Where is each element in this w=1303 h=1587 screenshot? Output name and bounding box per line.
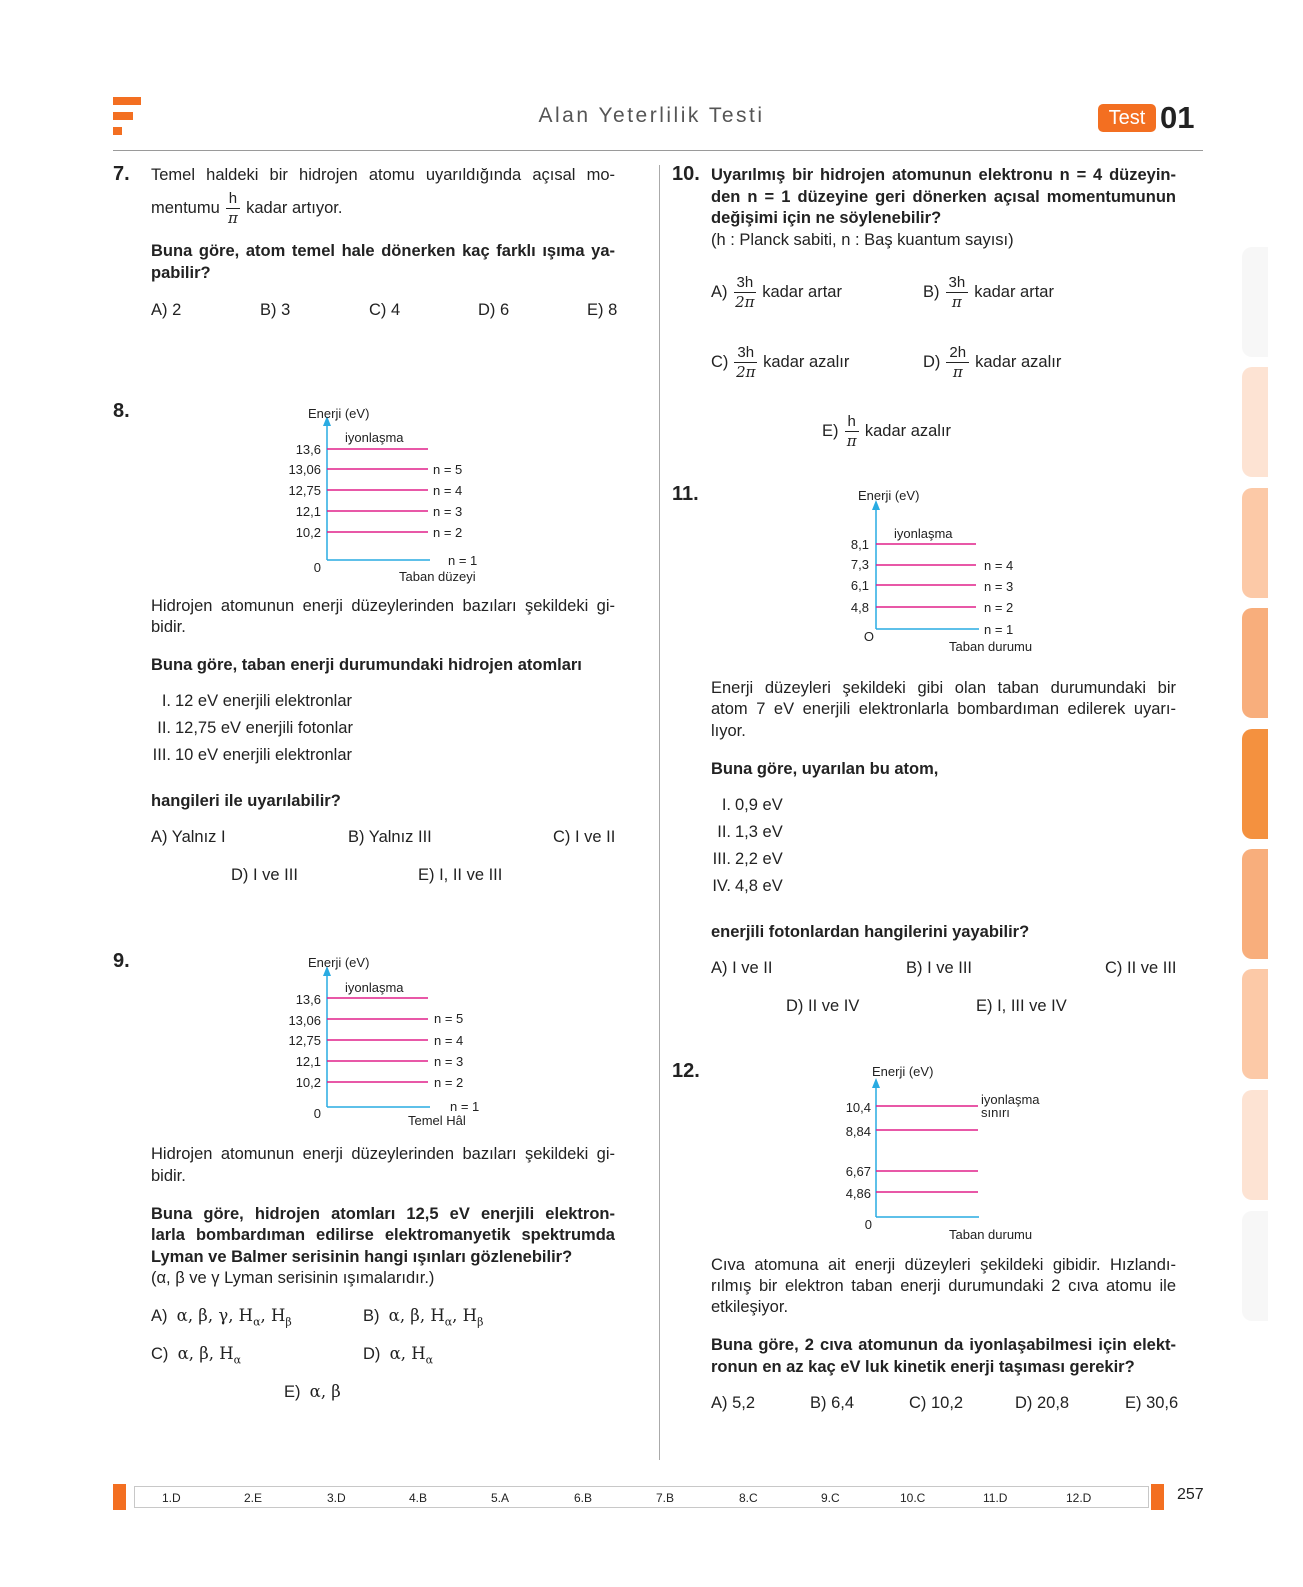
q11-paragraph-2: atom 7 eV enerjili elektronlarla bombardıman edilerek uyarı-: [711, 700, 1176, 718]
q9-level: n = 3: [434, 1054, 464, 1069]
question-number-8: 8.: [113, 400, 130, 422]
q8-ylabel: Enerji (eV): [308, 406, 370, 421]
q8-paragraph-1: Hidrojen atomunun enerji düzeylerinden bazıları şekildeki gi-: [151, 597, 615, 615]
q11-ion-label: iyonlaşma: [894, 526, 953, 541]
q12-option-c[interactable]: C) 10,2: [909, 1394, 964, 1412]
q7-text-line1: Temel haldeki bir hidrojen atomu uyarıldığında açısal mo-: [151, 166, 615, 184]
q10-option-e[interactable]: E) $\frac{h}{\pi}$ kadar azalır: [822, 413, 952, 450]
q9-tick: 12,1: [295, 1054, 321, 1069]
q12-paragraph-1: Cıva atomuna ait enerji düzeyleri şekildeki gibidir. Hızlandı-: [711, 1256, 1176, 1274]
q12-base-label: Taban durumu: [949, 1227, 1033, 1242]
q11-question: Buna göre, uyarılan bu atom,: [711, 760, 939, 778]
q12-question-1: Buna göre, 2 cıva atomunun da iyonlaşabilmesi için elekt-: [711, 1336, 1176, 1354]
q12-energy-diagram: [830, 1060, 1070, 1250]
q9-base-label: Temel Hâl: [408, 1113, 466, 1128]
q8-item-2: II. 12,75 eV enerjili fotonlar: [157, 719, 353, 737]
q11-tick: O: [863, 629, 874, 644]
q8-level: n = 4: [433, 483, 463, 498]
q7-option-a[interactable]: A) 2: [151, 301, 182, 319]
answer-key-item: 3.D: [327, 1491, 346, 1505]
question-number-12: 12.: [672, 1060, 700, 1082]
q12-paragraph-3: etkileşiyor.: [711, 1298, 789, 1316]
question-number-10: 10.: [672, 163, 700, 185]
q9-paragraph-1: Hidrojen atomunun enerji düzeylerinden bazıları şekildeki gi-: [151, 1145, 615, 1163]
q11-ask: enerjili fotonlardan hangilerini yayabilir?: [711, 923, 1030, 941]
q9-paragraph-2: bidir.: [151, 1167, 186, 1185]
answer-key-item: 10.C: [900, 1491, 926, 1505]
q12-option-e[interactable]: E) 30,6: [1125, 1394, 1179, 1412]
answer-key-item: 12.D: [1066, 1491, 1092, 1505]
q9-tick: 13,06: [288, 1013, 321, 1028]
q11-tick: 8,1: [850, 537, 869, 552]
q11-option-d[interactable]: D) II ve IV: [786, 997, 860, 1015]
page-header-title: Alan Yeterlilik Testi: [538, 104, 765, 127]
q7-fraction: $\frac{h}{\pi}$: [226, 190, 240, 227]
q9-option-d[interactable]: D) α, $H_\alpha$: [363, 1344, 434, 1367]
q8-level: n = 1: [448, 553, 478, 568]
q8-ion-label: iyonlaşma: [345, 430, 404, 445]
q8-question: Buna göre, taban enerji durumundaki hidrojen atomları: [151, 656, 582, 674]
q11-item-2: II. 1,3 eV: [717, 823, 783, 841]
answer-key-item: 4.B: [409, 1491, 428, 1505]
q11-level: n = 1: [984, 622, 1014, 637]
question-number-9: 9.: [113, 950, 130, 972]
q12-paragraph-2: rılmış bir elektron taban enerji durumundaki 2 cıva atomu ile: [711, 1277, 1176, 1295]
q10-option-d[interactable]: D) $\frac{2h}{\pi}$ kadar azalır: [923, 344, 1062, 381]
q8-ask: hangileri ile uyarılabilir?: [151, 792, 341, 810]
column-divider: [659, 165, 660, 1460]
answer-key-item: 1.D: [162, 1491, 181, 1505]
answer-key-item: 9.C: [821, 1491, 840, 1505]
answer-key-item: 6.B: [574, 1491, 593, 1505]
q11-base-label: Taban durumu: [949, 639, 1033, 654]
answer-key-item: 2.E: [244, 1491, 263, 1505]
q8-paragraph-2: bidir.: [151, 618, 186, 636]
q10-line-1: Uyarılmış bir hidrojen atomunun elektronu n = 4 düzeyin-: [711, 166, 1176, 184]
answer-key-item: 11.D: [983, 1491, 1008, 1505]
q11-tick: 4,8: [850, 600, 869, 615]
test-number: 01: [1160, 100, 1195, 135]
q8-tick: 12,75: [288, 483, 321, 498]
q8-tick: 10,2: [295, 525, 321, 540]
q11-paragraph-3: lıyor.: [711, 722, 746, 740]
q8-option-e[interactable]: E) I, II ve III: [418, 866, 503, 884]
q9-question-3: Lyman ve Balmer serisinin hangi ışınları gözlenebilir?: [151, 1248, 573, 1266]
q9-tick: 0: [313, 1106, 321, 1121]
header-divider: [113, 150, 1203, 151]
q9-note: (α, β ve γ Lyman serisinin ışımalarıdır.): [151, 1269, 435, 1287]
q7-question-2: pabilir?: [151, 264, 211, 282]
q11-option-c[interactable]: C) II ve III: [1105, 959, 1177, 977]
q12-tick: 8,84: [845, 1124, 871, 1139]
q7-option-c[interactable]: C) 4: [369, 301, 401, 319]
q9-level: n = 5: [434, 1011, 464, 1026]
q8-option-c[interactable]: C) I ve II: [553, 828, 616, 846]
q9-level: n = 1: [450, 1099, 480, 1114]
answer-bar-right-mark: [1151, 1484, 1164, 1510]
q9-question-2: larla bombardıman edilirse elektromanyetik spektrumda: [151, 1226, 615, 1244]
q11-level: n = 3: [984, 579, 1014, 594]
q10-line-4: (h : Planck sabiti, n : Baş kuantum sayısı): [711, 231, 1014, 249]
q9-tick: 10,2: [295, 1075, 321, 1090]
q12-tick: 6,67: [845, 1164, 871, 1179]
answer-key-item: 5.A: [491, 1491, 510, 1505]
q7-option-d[interactable]: D) 6: [478, 301, 510, 319]
q11-energy-diagram: [830, 484, 1070, 659]
answer-key-item: 8.C: [739, 1491, 758, 1505]
q9-option-c[interactable]: C) α, β, $H_\alpha$: [151, 1344, 242, 1367]
q11-item-4: IV. 4,8 eV: [712, 877, 783, 895]
question-number-7: 7.: [113, 163, 130, 185]
q10-option-c[interactable]: C) $\frac{3h}{2\pi}$ kadar azalır: [711, 344, 850, 381]
q11-tick: 6,1: [850, 578, 869, 593]
q9-level: n = 2: [434, 1075, 464, 1090]
q12-question-2: ronun en az kaç eV luk kinetik enerji taşıması gerekir?: [711, 1358, 1135, 1376]
q8-tick: 0: [313, 560, 321, 575]
q9-energy-diagram: [270, 950, 510, 1135]
q7-text-line2: mentumu $\frac{h}{\pi}$ kadar artıyor.: [151, 190, 343, 227]
q10-line-3: değişimi için ne söylenebilir?: [711, 209, 942, 227]
q9-tick: 13,6: [295, 992, 321, 1007]
q11-option-b[interactable]: B) I ve III: [906, 959, 973, 977]
q7-question: Buna göre, atom temel hale dönerken kaç farklı ışıma ya-: [151, 242, 615, 260]
q11-option-a[interactable]: A) I ve II: [711, 959, 773, 977]
q8-level: n = 2: [433, 525, 463, 540]
answer-key-item: 7.B: [656, 1491, 675, 1505]
q11-level: n = 2: [984, 600, 1014, 615]
q8-tick: 12,1: [295, 504, 321, 519]
q8-level: n = 5: [433, 462, 463, 477]
q9-level: n = 4: [434, 1033, 464, 1048]
q12-tick: 10,4: [845, 1100, 871, 1115]
q12-ion-label: iyonlaşma: [981, 1092, 1040, 1107]
q11-option-e[interactable]: E) I, III ve IV: [976, 997, 1067, 1015]
question-number-11: 11.: [672, 483, 699, 505]
q11-paragraph-1: Enerji düzeyleri şekildeki gibi olan taban durumundaki bir: [711, 679, 1176, 697]
q8-base-label: Taban düzeyi: [399, 569, 476, 584]
q9-question-1: Buna göre, hidrojen atomları 12,5 eV enerjili elektron-: [151, 1205, 615, 1223]
q11-level: n = 4: [984, 558, 1014, 573]
q7-option-e[interactable]: E) 8: [587, 301, 618, 319]
q8-energy-diagram: [270, 400, 510, 590]
page-number: 257: [1177, 1486, 1204, 1503]
q12-ylabel: Enerji (eV): [872, 1064, 934, 1079]
answer-bar-left-mark: [113, 1484, 126, 1510]
q9-option-a[interactable]: A) α, β, γ, $H_\alpha$, $H_\beta$: [151, 1306, 292, 1329]
q9-ion-label: iyonlaşma: [345, 980, 404, 995]
q10-line-2: den n = 1 düzeyine geri dönerken açısal momentumunun: [711, 188, 1176, 206]
q8-option-d[interactable]: D) I ve III: [231, 866, 298, 884]
q8-option-a[interactable]: A) Yalnız I: [151, 828, 226, 846]
q12-option-d[interactable]: D) 20,8: [1015, 1394, 1070, 1412]
q11-item-1: I. 0,9 eV: [721, 796, 783, 814]
q9-option-b[interactable]: B) α, β, $H_\alpha$, $H_\beta$: [363, 1306, 484, 1329]
q12-tick: 4,86: [845, 1186, 871, 1201]
q8-option-b[interactable]: B) Yalnız III: [348, 828, 432, 846]
test-badge: Test: [1098, 104, 1156, 132]
q11-item-3: III. 2,2 eV: [712, 850, 783, 868]
q8-item-1: I. 12 eV enerjili elektronlar: [161, 692, 353, 710]
q9-ylabel: Enerji (eV): [308, 955, 370, 970]
q10-option-b[interactable]: B) $\frac{3h}{\pi}$ kadar artar: [923, 274, 1054, 311]
q8-tick: 13,06: [288, 462, 321, 477]
q7-option-b[interactable]: B) 3: [260, 301, 291, 319]
q8-tick: 13,6: [295, 442, 321, 457]
q8-item-3: III. 10 eV enerjili elektronlar: [152, 746, 353, 764]
q11-ylabel: Enerji (eV): [858, 488, 920, 503]
q12-tick: 0: [864, 1217, 872, 1232]
q11-tick: 7,3: [850, 557, 869, 572]
q9-option-e[interactable]: E) α, β: [284, 1382, 341, 1401]
q8-level: n = 3: [433, 504, 463, 519]
q12-option-a[interactable]: A) 5,2: [711, 1394, 756, 1412]
q12-option-b[interactable]: B) 6,4: [810, 1394, 855, 1412]
q9-tick: 12,75: [288, 1033, 321, 1048]
q10-option-a[interactable]: A) $\frac{3h}{2\pi}$ kadar artar: [711, 274, 842, 311]
q12-ion-label-2: sınırı: [981, 1105, 1010, 1120]
